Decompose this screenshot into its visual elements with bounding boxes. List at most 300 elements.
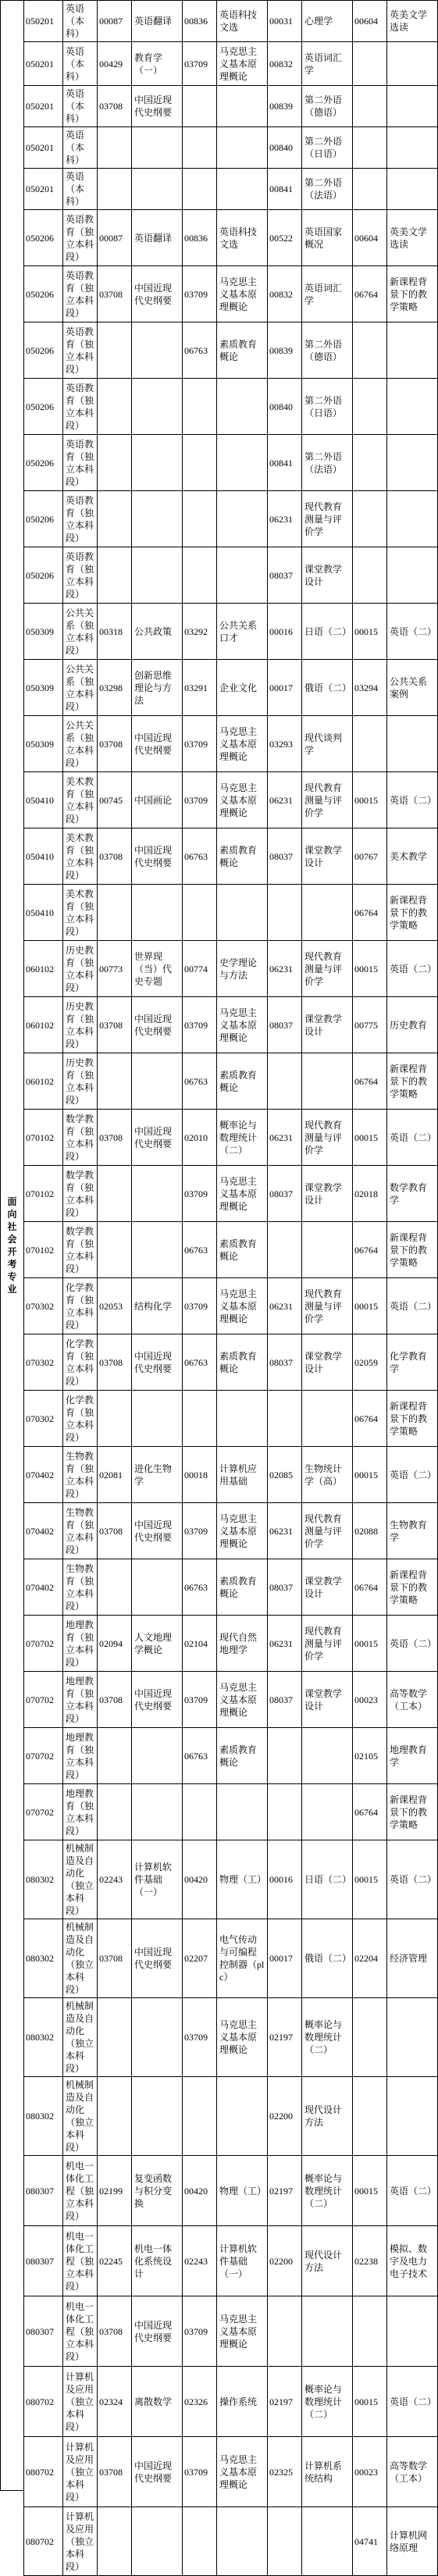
course-code: 00745 [98, 772, 132, 828]
course-code [268, 1222, 302, 1278]
course-name: 地理教育学 [387, 1728, 438, 1784]
major-code: 080307 [24, 2156, 63, 2226]
table-row [24, 266, 438, 322]
major-code: 080302 [24, 1919, 63, 1998]
course-name: 素质教育概论 [217, 322, 268, 379]
major-name: 机械制造及自动化（独立本科段） [63, 1998, 98, 2077]
course-code: 00839 [268, 86, 302, 127]
course-code: 03708 [98, 2437, 132, 2507]
exam-schedule-table [23, 0, 438, 2576]
course-name: 新课程背景下的教学策略 [387, 885, 438, 941]
course-code [98, 1998, 132, 2077]
course-name: 英语翻译 [132, 1, 183, 42]
course-code: 02059 [353, 1334, 387, 1391]
course-name: 中国近现代史纲要 [132, 2437, 183, 2507]
course-code: 03708 [98, 828, 132, 885]
major-code: 080302 [24, 1840, 63, 1919]
major-code: 050309 [24, 716, 63, 772]
course-code: 02105 [353, 1728, 387, 1784]
major-name: 英语教育（独立本科段） [63, 322, 98, 379]
major-code: 050410 [24, 885, 63, 941]
course-code [353, 435, 387, 491]
table-row [24, 1, 438, 42]
course-name: 概率论与数理统计（二） [302, 2367, 353, 2437]
major-code: 050309 [24, 660, 63, 716]
course-name [132, 1784, 183, 1840]
course-name: 新课程背景下的教学策略 [387, 1222, 438, 1278]
course-name [302, 1784, 353, 1840]
major-code: 050206 [24, 491, 63, 547]
major-name: 英语教育（独立本科段） [63, 435, 98, 491]
course-code [353, 547, 387, 604]
course-code: 03709 [183, 716, 217, 772]
course-name: 化学教育学 [387, 1334, 438, 1391]
table-row [24, 169, 438, 210]
major-code: 050201 [24, 169, 63, 210]
course-name: 机电一体化系统设计 [132, 2226, 183, 2296]
course-code: 03709 [183, 1503, 217, 1559]
course-name: 第二外语（法语） [302, 169, 353, 210]
major-code: 080702 [24, 2437, 63, 2507]
course-code: 04741 [353, 2507, 387, 2576]
table-row [24, 997, 438, 1053]
course-code [98, 1053, 132, 1110]
course-name [387, 1998, 438, 2077]
major-code: 050206 [24, 266, 63, 322]
course-code [98, 1391, 132, 1447]
table-row [24, 210, 438, 266]
course-code: 02081 [98, 1447, 132, 1503]
course-name [302, 1391, 353, 1447]
major-name: 化学教育（独立本科段） [63, 1391, 98, 1447]
table-row [24, 2367, 438, 2437]
major-name: 机电一体化工程（独立本科段） [63, 2226, 98, 2296]
course-code [98, 547, 132, 604]
course-code: 02199 [98, 2156, 132, 2226]
major-code: 050206 [24, 322, 63, 379]
course-name [217, 2507, 268, 2576]
course-code: 03708 [98, 1110, 132, 1166]
major-name: 机械制造及自动化（独立本科段） [63, 1840, 98, 1919]
course-name [132, 1053, 183, 1110]
course-name: 中国近现代史纲要 [132, 828, 183, 885]
major-name: 计算机及应用（独立本科段） [63, 2507, 98, 2576]
table-row [24, 1919, 438, 1998]
major-code: 050410 [24, 828, 63, 885]
course-name: 美术教学 [387, 828, 438, 885]
course-name: 马克思主义基本原理概论 [217, 716, 268, 772]
major-code: 070402 [24, 1503, 63, 1559]
course-code: 00015 [353, 772, 387, 828]
course-code: 02243 [98, 1840, 132, 1919]
major-code: 070302 [24, 1334, 63, 1391]
table-body [24, 1, 438, 2576]
table-row [24, 828, 438, 885]
major-code: 060102 [24, 997, 63, 1053]
course-code [353, 322, 387, 379]
major-code: 070302 [24, 1278, 63, 1334]
course-code: 06231 [268, 941, 302, 997]
course-code [353, 716, 387, 772]
course-code: 06764 [353, 1391, 387, 1447]
table-row [24, 1616, 438, 1672]
course-name: 课堂教学设计 [302, 828, 353, 885]
course-code [183, 1391, 217, 1447]
major-code: 070102 [24, 1110, 63, 1166]
major-name: 数学教育（独立本科段） [63, 1110, 98, 1166]
table-row [24, 1166, 438, 1222]
course-code: 03709 [183, 2296, 217, 2367]
course-code: 06763 [183, 1053, 217, 1110]
course-code: 02200 [268, 2226, 302, 2296]
course-code: 02010 [183, 1110, 217, 1166]
course-code: 08037 [268, 1166, 302, 1222]
course-code: 00016 [268, 604, 302, 660]
major-code: 070102 [24, 1222, 63, 1278]
table-row [24, 2077, 438, 2156]
table-row [24, 2507, 438, 2576]
major-name: 英语教育（独立本科段） [63, 379, 98, 435]
course-code: 03708 [98, 1919, 132, 1998]
course-name [132, 1166, 183, 1222]
major-code: 080702 [24, 2507, 63, 2576]
course-name: 计算机软件基础（一） [217, 2226, 268, 2296]
course-code [98, 1728, 132, 1784]
course-code: 06764 [353, 266, 387, 322]
course-name: 素质教育概论 [217, 1559, 268, 1616]
course-code: 08037 [268, 1334, 302, 1391]
table-row [24, 1447, 438, 1503]
major-name: 地理教育（独立本科段） [63, 1784, 98, 1840]
major-code: 050206 [24, 435, 63, 491]
course-code [353, 1998, 387, 2077]
course-name: 日语（二） [302, 1840, 353, 1919]
course-code: 00018 [183, 1447, 217, 1503]
course-code: 00522 [268, 210, 302, 266]
course-name: 俄语（二） [302, 660, 353, 716]
course-code: 03709 [183, 266, 217, 322]
course-code: 06231 [268, 1503, 302, 1559]
course-name [302, 1053, 353, 1110]
major-code: 080307 [24, 2296, 63, 2367]
table-row [24, 491, 438, 547]
course-code: 00420 [183, 1840, 217, 1919]
course-name: 英语（二） [387, 604, 438, 660]
major-code: 050206 [24, 379, 63, 435]
major-code: 080702 [24, 2367, 63, 2437]
table-row [24, 86, 438, 127]
course-code: 00015 [353, 1110, 387, 1166]
course-name [132, 547, 183, 604]
course-code: 06763 [183, 322, 217, 379]
major-code: 050201 [24, 127, 63, 169]
table-row [24, 1728, 438, 1784]
course-code: 02325 [268, 2437, 302, 2507]
course-code: 00087 [98, 210, 132, 266]
course-name: 第二外语（德语） [302, 322, 353, 379]
major-name: 数学教育（独立本科段） [63, 1166, 98, 1222]
course-name: 英语（二） [387, 772, 438, 828]
major-name: 公共关系（独立本科段） [63, 716, 98, 772]
course-code: 06764 [353, 885, 387, 941]
course-code: 02088 [353, 1503, 387, 1559]
course-code: 03708 [98, 1503, 132, 1559]
major-name: 生物教育（独立本科段） [63, 1503, 98, 1559]
course-name: 马克思主义基本原理概论 [217, 1998, 268, 2077]
table-row [24, 885, 438, 941]
major-name: 英语（本科） [63, 86, 98, 127]
course-code: 03709 [183, 772, 217, 828]
course-name: 英美文学选读 [387, 210, 438, 266]
course-name: 英语（二） [387, 2367, 438, 2437]
course-name: 中国近现代史纲要 [132, 2296, 183, 2367]
course-name [132, 885, 183, 941]
major-name: 机械制造及自动化（独立本科段） [63, 1919, 98, 1998]
course-code: 00840 [268, 127, 302, 169]
course-code [98, 1222, 132, 1278]
course-name: 现代教育测量与评价学 [302, 491, 353, 547]
course-name [132, 491, 183, 547]
major-code: 070102 [24, 1166, 63, 1222]
course-code: 03291 [183, 660, 217, 716]
course-code: 03708 [98, 86, 132, 127]
major-name: 计算机及应用（独立本科段） [63, 2437, 98, 2507]
course-code: 06764 [353, 1053, 387, 1110]
course-code [98, 379, 132, 435]
course-name: 离散数学 [132, 2367, 183, 2437]
course-name [302, 2296, 353, 2367]
course-name: 素质教育概论 [217, 1053, 268, 1110]
course-code: 00015 [353, 2367, 387, 2437]
course-code [98, 322, 132, 379]
course-name: 英语国家概况 [302, 210, 353, 266]
course-name: 计算机网络原理 [387, 2507, 438, 2576]
course-code [183, 86, 217, 127]
course-name [132, 1559, 183, 1616]
course-name: 历史教育 [387, 997, 438, 1053]
course-name: 英美文学选读 [387, 1, 438, 42]
major-name: 英语教育（独立本科段） [63, 491, 98, 547]
course-name: 复变函数与积分变换 [132, 2156, 183, 2226]
course-code: 00015 [353, 1840, 387, 1919]
course-code [98, 127, 132, 169]
course-code: 03298 [98, 660, 132, 716]
course-name: 物理（工） [217, 2156, 268, 2226]
major-code: 070302 [24, 1391, 63, 1447]
major-name: 英语教育（独立本科段） [63, 547, 98, 604]
course-name: 英语（二） [387, 1840, 438, 1919]
course-code [183, 2077, 217, 2156]
course-name: 第二外语（德语） [302, 86, 353, 127]
table-row [24, 1391, 438, 1447]
major-name: 机电一体化工程（独立本科段） [63, 2156, 98, 2226]
table-row [24, 322, 438, 379]
course-name [217, 435, 268, 491]
course-code [98, 169, 132, 210]
course-name: 素质教育概论 [217, 1728, 268, 1784]
course-name: 现代教育测量与评价学 [302, 1503, 353, 1559]
course-name [217, 127, 268, 169]
major-code: 060102 [24, 1053, 63, 1110]
course-name: 马克思主义基本原理概论 [217, 1166, 268, 1222]
course-name: 马克思主义基本原理概论 [217, 266, 268, 322]
major-name: 数学教育（独立本科段） [63, 1222, 98, 1278]
course-name: 课堂教学设计 [302, 1672, 353, 1728]
course-name: 俄语（二） [302, 1919, 353, 1998]
course-code [268, 2507, 302, 2576]
major-name: 地理教育（独立本科段） [63, 1672, 98, 1728]
table-row [24, 127, 438, 169]
table-row [24, 1053, 438, 1110]
major-name: 英语（本科） [63, 1, 98, 42]
course-code [98, 885, 132, 941]
course-code [183, 379, 217, 435]
course-name: 英语词汇学 [302, 42, 353, 86]
course-code: 03708 [98, 266, 132, 322]
course-name [387, 716, 438, 772]
course-code [183, 491, 217, 547]
course-code [183, 1784, 217, 1840]
course-name: 数学教育学 [387, 1166, 438, 1222]
course-code: 00774 [183, 941, 217, 997]
course-name: 现代设计方法 [302, 2077, 353, 2156]
course-code [353, 86, 387, 127]
course-code: 08037 [268, 828, 302, 885]
table-row [24, 379, 438, 435]
course-code [268, 885, 302, 941]
course-code: 00016 [268, 1840, 302, 1919]
major-code: 050206 [24, 210, 63, 266]
course-code: 06764 [353, 1784, 387, 1840]
major-code: 050206 [24, 547, 63, 604]
course-code: 06764 [353, 1559, 387, 1616]
course-name [132, 2077, 183, 2156]
major-name: 生物教育（独立本科段） [63, 1559, 98, 1616]
major-code: 070702 [24, 1672, 63, 1728]
course-name: 中国近现代史纲要 [132, 1919, 183, 1998]
course-code [353, 42, 387, 86]
course-name [132, 379, 183, 435]
course-name: 结构化学 [132, 1278, 183, 1334]
major-name: 化学教育（独立本科段） [63, 1278, 98, 1334]
course-code: 03293 [268, 716, 302, 772]
course-name: 生物教育学 [387, 1503, 438, 1559]
major-code: 050309 [24, 604, 63, 660]
course-name: 高等数学（工本） [387, 1672, 438, 1728]
course-code: 02326 [183, 2367, 217, 2437]
course-name: 模拟、数字及电力电子技术 [387, 2226, 438, 2296]
course-name [132, 322, 183, 379]
course-code: 02104 [183, 1616, 217, 1672]
course-code: 00839 [268, 322, 302, 379]
course-name: 第二外语（日语） [302, 127, 353, 169]
course-code: 03709 [183, 997, 217, 1053]
table-row [24, 1998, 438, 2077]
course-code: 03709 [183, 1672, 217, 1728]
course-code [268, 1784, 302, 1840]
course-name [217, 885, 268, 941]
course-name: 概率论与数理统计（二） [217, 1110, 268, 1166]
course-code: 06763 [183, 1334, 217, 1391]
major-name: 历史教育（独立本科段） [63, 997, 98, 1053]
course-name [387, 2077, 438, 2156]
course-name: 英语（二） [387, 1616, 438, 1672]
course-code [353, 491, 387, 547]
course-name: 课堂教学设计 [302, 547, 353, 604]
course-name [387, 379, 438, 435]
course-code: 00015 [353, 1616, 387, 1672]
course-code: 06231 [268, 772, 302, 828]
course-name: 现代教育测量与评价学 [302, 772, 353, 828]
course-code: 00841 [268, 169, 302, 210]
course-name: 现代设计方法 [302, 2226, 353, 2296]
course-name: 现代谈判学 [302, 716, 353, 772]
course-name: 英语（二） [387, 1110, 438, 1166]
course-code: 03709 [183, 42, 217, 86]
course-name [387, 2296, 438, 2367]
course-code: 00836 [183, 210, 217, 266]
table-row [24, 1278, 438, 1334]
course-name: 日语（二） [302, 604, 353, 660]
major-code: 060102 [24, 941, 63, 997]
major-name: 公共关系（独立本科段） [63, 660, 98, 716]
course-name [132, 1391, 183, 1447]
course-name: 教育学（一） [132, 42, 183, 86]
table-row [24, 1110, 438, 1166]
course-code: 00832 [268, 42, 302, 86]
course-name: 计算机软件基础（一） [132, 1840, 183, 1919]
course-code [183, 2507, 217, 2576]
course-name: 英语翻译 [132, 210, 183, 266]
major-name: 英语（本科） [63, 127, 98, 169]
course-name: 中国近现代史纲要 [132, 716, 183, 772]
major-name: 英语教育（独立本科段） [63, 210, 98, 266]
course-code [353, 169, 387, 210]
course-code: 03708 [98, 716, 132, 772]
course-code: 03294 [353, 660, 387, 716]
table-row [24, 42, 438, 86]
course-name: 操作系统 [217, 2367, 268, 2437]
course-code: 00087 [98, 1, 132, 42]
course-name [217, 491, 268, 547]
table-row [24, 1222, 438, 1278]
major-code: 070702 [24, 1784, 63, 1840]
course-name [387, 42, 438, 86]
major-code: 080302 [24, 2077, 63, 2156]
course-name [217, 1391, 268, 1447]
course-name: 英语（二） [387, 2156, 438, 2226]
course-code: 00017 [268, 660, 302, 716]
table-row [24, 941, 438, 997]
course-code [268, 1728, 302, 1784]
course-code: 00017 [268, 1919, 302, 1998]
major-code: 070402 [24, 1559, 63, 1616]
course-name: 公共关系案例 [387, 660, 438, 716]
course-name: 中国近现代史纲要 [132, 86, 183, 127]
course-name: 马克思主义基本原理概论 [217, 1503, 268, 1559]
course-code: 06763 [183, 1222, 217, 1278]
course-code: 03709 [183, 1998, 217, 2077]
course-name: 第二外语（法语） [302, 435, 353, 491]
course-code: 03292 [183, 604, 217, 660]
course-code [353, 2077, 387, 2156]
course-name: 计算机应用基础 [217, 1447, 268, 1503]
course-name: 世界现（当）代史专题 [132, 941, 183, 997]
course-name: 马克思主义基本原理概论 [217, 42, 268, 86]
course-code [98, 1559, 132, 1616]
course-name: 课堂教学设计 [302, 1166, 353, 1222]
course-code: 08037 [268, 1672, 302, 1728]
